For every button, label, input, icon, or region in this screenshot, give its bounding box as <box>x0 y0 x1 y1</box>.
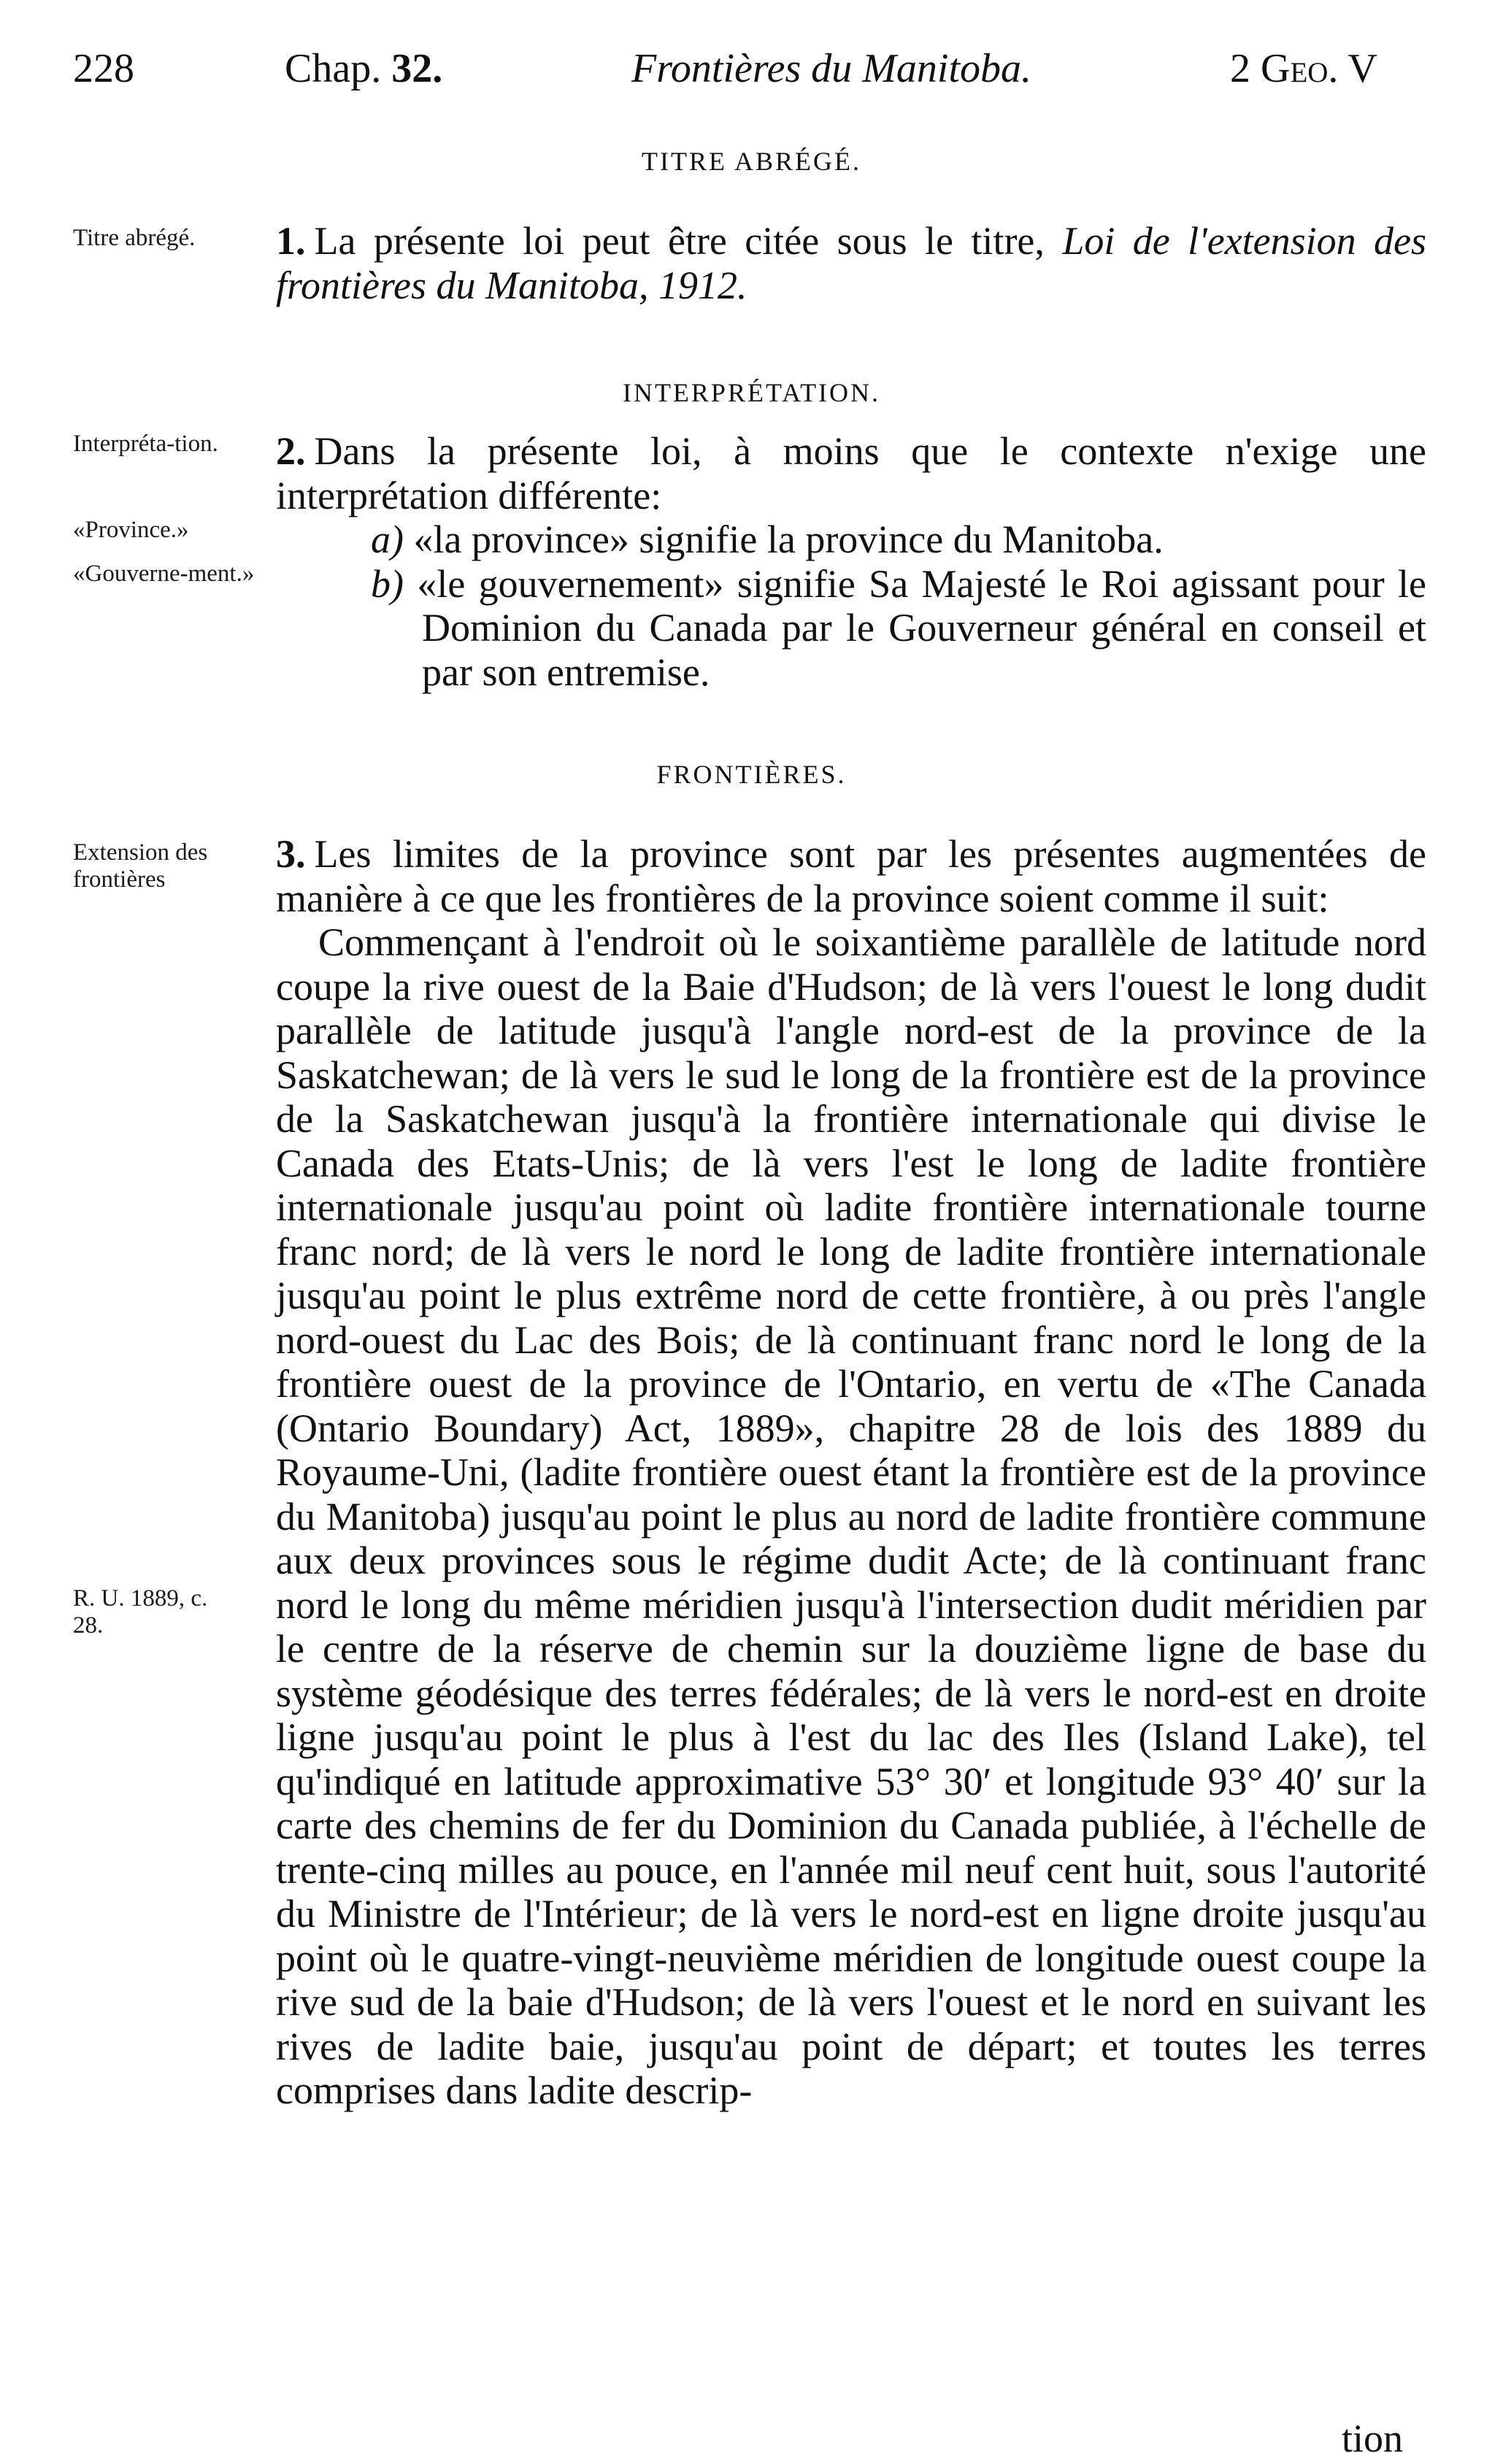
running-header <box>0 45 1503 104</box>
section-3-text <box>276 832 1426 2113</box>
chapter-label <box>285 45 442 92</box>
margin-note: Interpréta-tion. <box>73 431 218 457</box>
section-1-plain: La présente loi peut être citée sous le titre, <box>314 219 1045 263</box>
section-heading <box>0 759 1503 790</box>
margin-note: Titre abrégé. <box>73 225 196 251</box>
margin-note: «Province.» <box>73 517 189 543</box>
short-title: Loi de l'extension des frontières du Manitoba, 1912. <box>276 219 1427 307</box>
continuation-word: tion <box>1342 2417 1404 2460</box>
section-3-intro: Les limites de la province sont par les présentes augmentées de manière à ce que les frontières de la province soient comme il suit: <box>276 832 1426 920</box>
heading-titre-abrege: TITRE ABRÉGÉ. <box>642 147 861 176</box>
item-text: «la province» signifie la province du Manitoba. <box>413 517 1164 561</box>
boundary-description: Commençant à l'endroit où le soixantième parallèle de latitude nord coupe la rive ouest de la Baie d'Hudson; de là vers l'ouest le long dudit parallèle de latitude jusqu'à l'angle nord-est de la province de la Saskatchewan; de là vers le sud le long de la frontière est de la province de la Saskatchewan jusqu'à la frontière internationale qui divise le Canada des Etats-Unis; de là vers l'est le long de ladite frontière internationale jusqu'au point où ladite frontière internationale tourne franc nord; de là vers le nord le long de ladite frontière internationale jusqu'au point le plus extrême nord de cette frontière, à ou près l'angle nord-ouest du Lac des Bois; de là continuant franc nord le long de la frontière ouest de la province de l'Ontario, en vertu de «The Canada (Ontario Boundary) Act, 1889», chapitre 28 de lois des 1889 du Royaume-Uni, (ladite frontière ouest étant la frontière est de la province du Manitoba) jusqu'au point le plus au nord de ladite frontière commune aux deux provinces sous le régime dudit Acte; de là continuant franc nord le long du même méridien jusqu'à l'intersection dudit méridien par le centre de la réserve de chemin sur la douzième ligne de base du système géodésique des terres fédérales; de là vers le nord-est en droite ligne jusqu'au point le plus à l'est du lac des Iles (Island Lake), tel qu'indiqué en latitude approximative 53° 30′ et longitude 93° 40′ sur la carte des chemins de fer du Dominion du Canada publiée, à l'échelle de trente-cinq milles au pouce, en l'année mil neuf cent huit, sous l'autorité du Ministre de l'Intérieur; de là vers le nord-est en ligne droite jusqu'au point où le quatre-vingt-neuvième méridien de longitude ouest coupe la rive sud de la baie d'Hudson; de là vers l'ouest et le nord en suivant les rives de ladite baie, jusqu'au point de départ; et toutes les terres comprises dans ladite descrip- <box>276 920 1426 2112</box>
section-1-text <box>276 219 1426 307</box>
section-heading <box>0 377 1503 408</box>
margin-note: Extension des frontières <box>73 839 208 893</box>
item-label: b) <box>371 561 404 606</box>
item-text: «le gouvernement» signifie Sa Majesté le Roi agissant pour le Dominion du Canada par le Gouverneur général en conseil et par son entremise. <box>417 561 1426 694</box>
margin-note: R. U. 1889, c. 28. <box>73 1585 208 1639</box>
margin-note: «Gouverne-ment.» <box>73 561 255 587</box>
heading-frontieres: FRONTIÈRES. <box>656 760 847 789</box>
section-number: 2. <box>276 429 306 473</box>
section-number: 3. <box>276 832 306 876</box>
chapter-word: Chap. <box>285 46 382 91</box>
item-label: a) <box>371 517 404 561</box>
chapter-number: 32. <box>391 46 443 91</box>
section-2-text <box>276 429 1426 694</box>
section-2-intro: Dans la présente loi, à moins que le contexte n'exige une interprétation différente: <box>276 429 1426 517</box>
regnal-year: 2 Geo. V <box>1230 46 1377 91</box>
section-heading <box>0 146 1503 177</box>
section-number: 1. <box>276 219 306 263</box>
heading-interpretation: INTERPRÉTATION. <box>622 378 881 407</box>
page-number: 228 <box>73 46 134 91</box>
running-title: Frontières du Manitoba. <box>631 46 1032 91</box>
